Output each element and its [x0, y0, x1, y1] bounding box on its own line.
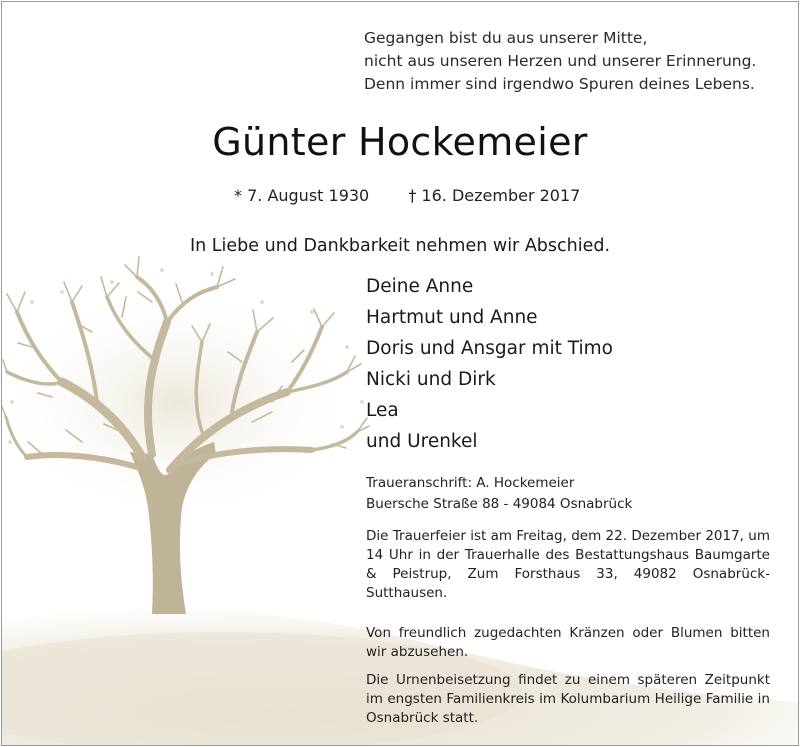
life-dates	[234, 186, 580, 205]
flowers-notice: Von freundlich zugedachten Kränzen oder Blumen bitten wir abzusehen.	[366, 625, 770, 660]
mourning-address	[366, 473, 632, 515]
mourner-item: Nicki und Dirk	[366, 369, 496, 390]
mourner-item: Deine Anne	[366, 276, 474, 297]
mourner-item: und Urenkel	[366, 431, 478, 452]
motto-line-1: Gegangen bist du aus unserer Mitte,	[364, 29, 648, 47]
motto-line-3: Denn immer sind irgendwo Spuren deines Lebens.	[364, 75, 755, 93]
deceased-name: Günter Hockemeier	[212, 120, 588, 164]
address-line-2: Buersche Straße 88 - 49084 Osnabrück	[366, 496, 633, 512]
mourner-item: Doris und Ansgar mit Timo	[366, 338, 613, 359]
mourner-item: Hartmut und Anne	[366, 307, 538, 328]
birth-date: * 7. August 1930	[234, 186, 370, 205]
farewell-line: In Liebe und Dankbarkeit nehmen wir Abschied.	[189, 236, 611, 256]
funeral-service-info: Die Trauerfeier ist am Freitag, dem 22. Dezember 2017, um 14 Uhr in der Trauerhalle des Bestattungshaus Baumgarte & Peistrup, Zum Forsthaus 33, 49082 Osnabrück-Sutthausen.	[366, 528, 770, 601]
address-line-1: Traueranschrift: A. Hockemeier	[366, 475, 575, 491]
death-date: † 16. Dezember 2017	[408, 186, 581, 205]
urn-burial-notice: Die Urnenbeisetzung findet zu einem späteren Zeitpunkt im engsten Familienkreis im Kolumbarium Heilige Familie in Osnabrück statt.	[366, 672, 770, 726]
motto-verse	[364, 27, 756, 96]
obituary-card	[1, 1, 799, 746]
mourner-item: Lea	[366, 400, 399, 421]
motto-line-2: nicht aus unseren Herzen und unserer Erinnerung.	[364, 52, 757, 70]
mourners-list	[366, 271, 613, 457]
